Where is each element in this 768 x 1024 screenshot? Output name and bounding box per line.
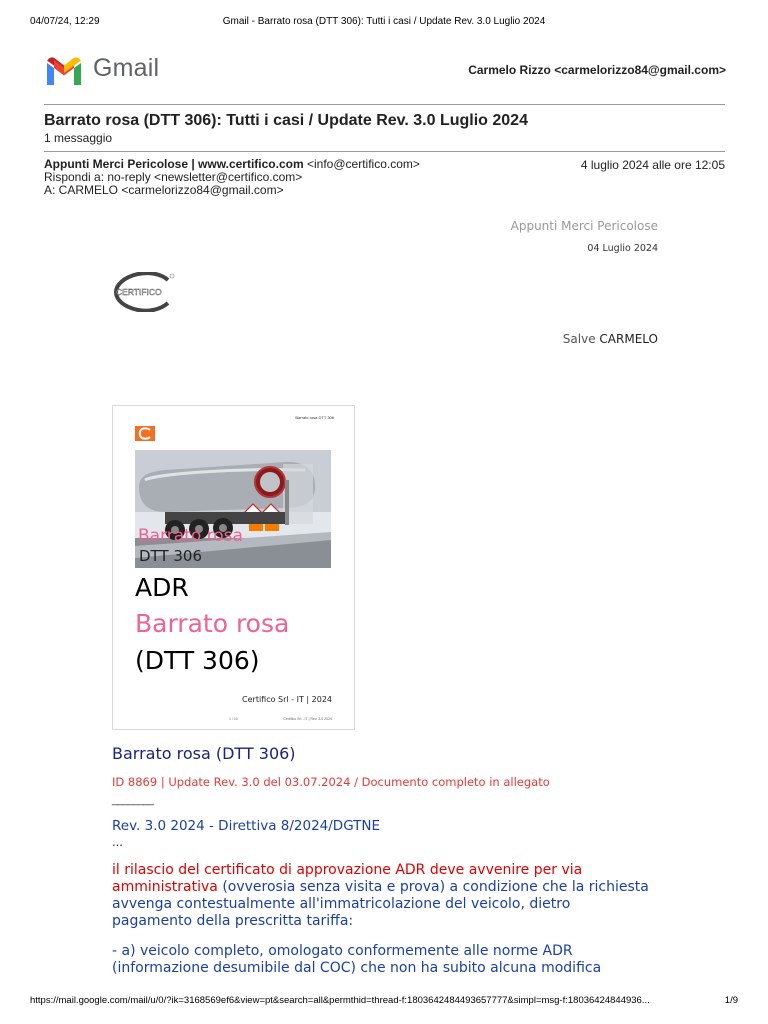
revision-line: Rev. 3.0 2024 - Direttiva 8/2024/DGTNE	[112, 818, 381, 834]
account-email: Carmelo Rizzo <carmelorizzo84@gmail.com>	[468, 63, 726, 77]
ellipsis: ...	[112, 834, 123, 849]
paragraph-highlight: il rilascio del certificato di approvazione ADR deve avvenire per via amministrativa	[112, 862, 583, 895]
paragraph-text: (ovverosia senza visita e prova) a condizione che la richiesta avvenga contestualmente all'immatricolazione del veicolo, dietro pagamento della prescritta tariffa:	[112, 879, 649, 929]
cover-footnote-left: 1 / 10	[229, 717, 238, 721]
paragraph-certificate	[112, 862, 652, 930]
reply-to: Rispondi a: no-reply <newsletter@certifico.com>	[44, 170, 303, 184]
divider	[44, 151, 725, 152]
document-title-link[interactable]: Barrato rosa (DTT 306)	[112, 744, 296, 763]
newsletter-brand: Appunti Merci Pericolose	[510, 219, 658, 233]
cover-barrato-rosa: Barrato rosa	[135, 609, 290, 638]
document-id-line: ID 8869 | Update Rev. 3.0 del 03.07.2024 / Documento completo in allegato	[112, 775, 550, 789]
print-url: https://mail.google.com/mail/u/0/?ik=3168569ef6&view=pt&search=all&permthid=thread-f:1803642484493657777&simpl=msg-f:18036424844936...	[30, 995, 650, 1006]
cover-footnote-right: Certifico Srl - IT | Rev. 3.0 2024	[283, 717, 332, 721]
message-date: 4 luglio 2024 alle ore 12:05	[580, 158, 725, 172]
page-number: 1/9	[724, 995, 738, 1006]
certifico-orange-logo-icon	[135, 426, 155, 441]
sender-name: Appunti Merci Pericolose | www.certifico.com	[44, 157, 304, 171]
sender-email: <info@certifico.com>	[306, 157, 420, 171]
cover-adr: ADR	[135, 573, 189, 602]
cover-header-label: Barrato rosa DTT 306	[295, 415, 334, 420]
email-subject: Barrato rosa (DTT 306): Tutti i casi / Update Rev. 3.0 Luglio 2024	[44, 112, 528, 129]
gmail-wordmark: Gmail	[93, 54, 160, 82]
cover-overlay-title: Barrato rosa	[138, 526, 243, 546]
newsletter-date: 04 Luglio 2024	[587, 243, 658, 254]
divider	[44, 104, 725, 105]
greeting	[563, 332, 658, 346]
greeting-prefix: Salve	[562, 332, 596, 346]
paragraph-item-a: - a) veicolo completo, omologato conformemente alle norme ADR (informazione desumibile dal COC) che non ha subito alcuna modifica	[112, 943, 602, 976]
certifico-logo-text: CERTIFICO	[116, 287, 162, 297]
cover-overlay-subtitle: DTT 306	[139, 547, 203, 565]
separator-line: ________	[112, 794, 153, 806]
cover-dtt: (DTT 306)	[135, 646, 260, 675]
cover-footer: Certifico Srl - IT | 2024	[242, 695, 332, 704]
greeting-name: CARMELO	[599, 332, 658, 346]
gmail-logo-icon	[44, 55, 84, 85]
print-page-title: Gmail - Barrato rosa (DTT 306): Tutti i casi / Update Rev. 3.0 Luglio 2024	[222, 16, 546, 27]
recipient: A: CARMELO <carmelorizzo84@gmail.com>	[44, 183, 284, 197]
print-header	[30, 16, 738, 30]
print-datetime: 04/07/24, 12:29	[30, 16, 100, 27]
message-count: 1 messaggio	[44, 131, 113, 145]
document-cover-image[interactable]	[112, 405, 355, 730]
certifico-logo-icon	[112, 272, 178, 312]
